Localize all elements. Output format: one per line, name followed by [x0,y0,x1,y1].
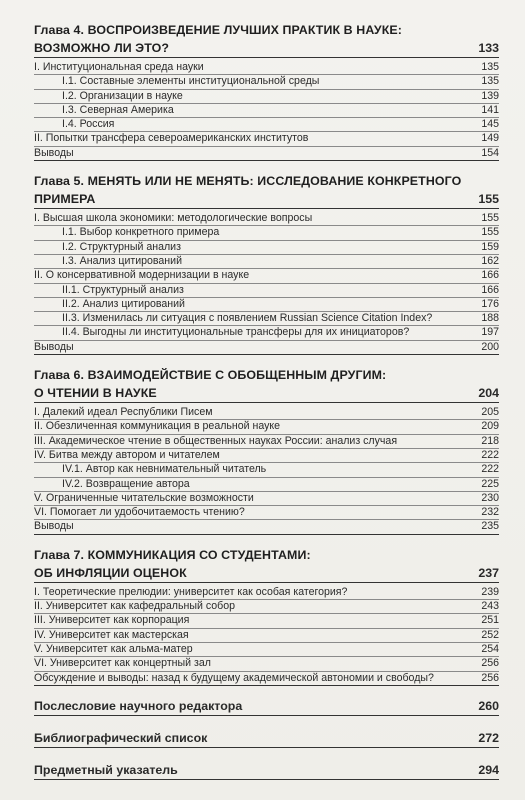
toc-entry-title: II. О консервативной модернизации в науке [34,269,250,282]
chapter-page-number: 204 [478,386,499,401]
toc-entry-page: 197 [481,326,499,339]
chapter-title: Глава 6. ВЗАИМОДЕЙСТВИЕ С ОБОБЩЕННЫМ ДРУГИМ: [34,368,387,383]
toc-entry-page: 159 [481,240,499,253]
toc-entry-title: VI. Университет как концертный зал [34,657,211,670]
toc-entry-title: I.2. Организации в науке [62,89,183,102]
toc-entry-title: Послесловие научного редактора [34,698,243,713]
toc-entry[interactable] [34,506,499,520]
toc-entry[interactable] [34,406,499,420]
toc-entry[interactable] [34,75,499,89]
toc-entry[interactable] [34,435,499,449]
toc-entry-title: I.2. Структурный анализ [62,240,181,253]
toc-entry[interactable] [34,90,499,104]
toc-afterword[interactable] [34,698,499,716]
toc-entry[interactable] [34,643,499,657]
chapter-4 [34,22,499,161]
toc-entry-page: 272 [478,730,499,745]
toc-entry-page: 294 [478,762,499,777]
toc-entry-page: 218 [481,434,499,447]
toc-entry[interactable] [34,341,499,355]
toc-entry-title: I. Далекий идеал Республики Писем [34,406,213,419]
toc-entry-page: 252 [481,628,499,641]
toc-entry-title: I.4. Россия [62,118,115,131]
toc-bibliography[interactable] [34,730,499,748]
toc-entry[interactable] [34,226,499,240]
toc-entry-page: 188 [481,312,499,325]
toc-entry-page: 232 [481,506,499,519]
toc-entry-page: 162 [481,254,499,267]
toc-entry-page: 139 [481,89,499,102]
toc-entry-title: V. Ограниченные читательские возможности [34,491,254,504]
toc-entry-title: II.2. Анализ цитирований [62,297,185,310]
toc-entry-title: III. Университет как корпорация [34,614,190,627]
toc-entry-title: VI. Помогает ли удобочитаемость чтению? [34,506,245,519]
toc-entry-page: 256 [481,657,499,670]
toc-entry-title: III. Академическое чтение в общественных науках России: анализ случая [34,434,398,447]
toc-entry[interactable] [34,147,499,161]
chapter-title: Глава 7. КОММУНИКАЦИЯ СО СТУДЕНТАМИ: [34,547,311,562]
toc-entry-title: IV.1. Автор как невнимательный читатель [62,463,267,476]
toc-entry[interactable] [34,449,499,463]
toc-entry[interactable] [34,478,499,492]
chapter-title: ПРИМЕРА [34,192,96,207]
toc-entry[interactable] [34,241,499,255]
toc-entry[interactable] [34,463,499,477]
chapter-title: Глава 4. ВОСПРОИЗВЕДЕНИЕ ЛУЧШИХ ПРАКТИК В НАУКЕ: [34,23,402,37]
toc-entry-title: I.1. Выбор конкретного примера [62,226,220,239]
toc-entry[interactable] [34,614,499,628]
toc-entry[interactable] [34,600,499,614]
toc-entry-page: 205 [481,406,499,419]
toc-entry-page: 222 [481,448,499,461]
toc-entry-page: 230 [481,491,499,504]
toc-entry-page: 256 [481,671,499,684]
toc-entry-title: Выводы [34,340,74,353]
toc-entry-title: I.1. Составные элементы институциональной среды [62,75,320,88]
toc-entry[interactable] [34,61,499,75]
toc-entry-title: IV. Битва между автором и читателем [34,448,220,461]
toc-entry-page: 145 [481,118,499,131]
toc-entry-page: 141 [481,103,499,116]
chapter-title: О ЧТЕНИИ В НАУКЕ [34,386,157,401]
toc-entry[interactable] [34,104,499,118]
toc-entry-page: 135 [481,75,499,88]
toc-entry[interactable] [34,212,499,226]
toc-entry-page: 155 [481,226,499,239]
toc-entry-page: 235 [481,520,499,533]
toc-entry-page: 200 [481,340,499,353]
toc-entry[interactable] [34,269,499,283]
chapter-6 [34,367,499,535]
toc-entry-page: 166 [481,283,499,296]
toc-entry-page: 243 [481,600,499,613]
toc-entry-title: II.1. Структурный анализ [62,283,184,296]
toc-entry-page: 155 [481,212,499,225]
chapter-title: ОБ ИНФЛЯЦИИ ОЦЕНОК [34,565,187,580]
toc-entry[interactable] [34,492,499,506]
toc-entry[interactable] [34,586,499,600]
chapter-page-number: 237 [478,565,499,580]
toc-entry[interactable] [34,657,499,671]
toc-entry-title: II.3. Изменилась ли ситуация с появлением Russian Science Citation Index? [62,312,433,325]
toc-entry-page: 149 [481,132,499,145]
toc-entry-title: I.3. Северная Америка [62,103,174,116]
toc-subject-index[interactable] [34,762,499,780]
chapter-title: Глава 5. МЕНЯТЬ ИЛИ НЕ МЕНЯТЬ: ИССЛЕДОВАНИЕ КОНКРЕТНОГО [34,174,462,189]
toc-entry-title: II. Попытки трансфера североамериканских институтов [34,132,309,145]
toc-entry-page: 239 [481,585,499,598]
toc-entry-page: 154 [481,146,499,159]
toc-entry[interactable] [34,132,499,146]
toc-entry[interactable] [34,420,499,434]
toc-entry-page: 166 [481,269,499,282]
toc-entry[interactable] [34,255,499,269]
toc-entry-title: I. Высшая школа экономики: методологические вопросы [34,212,313,225]
toc-entry-page: 209 [481,420,499,433]
toc-entry-page: 254 [481,642,499,655]
toc-entry-title: IV. Университет как мастерская [34,628,189,641]
toc-entry-title: Выводы [34,146,74,159]
toc-entry-title: IV.2. Возвращение автора [62,477,190,490]
toc-entry[interactable] [34,520,499,534]
toc-entry-title: I. Институциональная среда науки [34,61,204,73]
chapter-page-number: 155 [478,192,499,207]
toc-entry[interactable] [34,629,499,643]
chapter-title: ВОЗМОЖНО ЛИ ЭТО? [34,41,169,55]
toc-entry[interactable] [34,672,499,686]
toc-entry-title: Обсуждение и выводы: назад к будущему академической автономии и свободы? [34,671,434,684]
toc-entry-page: 260 [478,698,499,713]
toc-entry-page: 135 [481,61,499,73]
toc-entry-title: I. Теоретические прелюдии: университет как особая категория? [34,585,348,598]
chapter-page-number: 133 [478,41,499,55]
toc-entry[interactable] [34,284,499,298]
toc-entry[interactable] [34,298,499,312]
toc-entry-title: II. Обезличенная коммуникация в реальной науке [34,420,281,433]
toc-entry-title: V. Университет как альма-матер [34,642,193,655]
toc-entry-title: Выводы [34,520,74,533]
toc-entry-title: I.3. Анализ цитирований [62,254,182,267]
toc-entry[interactable] [34,326,499,340]
toc-entry-title: II.4. Выгодны ли институциональные трансферы для их инициаторов? [62,326,410,339]
toc-entry-title: Предметный указатель [34,762,178,777]
toc-entry-page: 251 [481,614,499,627]
toc-entry-title: II. Университет как кафедральный собор [34,600,235,613]
toc-entry-page: 176 [481,297,499,310]
toc-entry-page: 222 [481,463,499,476]
chapter-7 [34,547,499,686]
toc-entry-title: Библиографический список [34,730,208,745]
toc-entry[interactable] [34,312,499,326]
toc-entry-page: 225 [481,477,499,490]
toc-entry[interactable] [34,118,499,132]
chapter-5 [34,173,499,355]
